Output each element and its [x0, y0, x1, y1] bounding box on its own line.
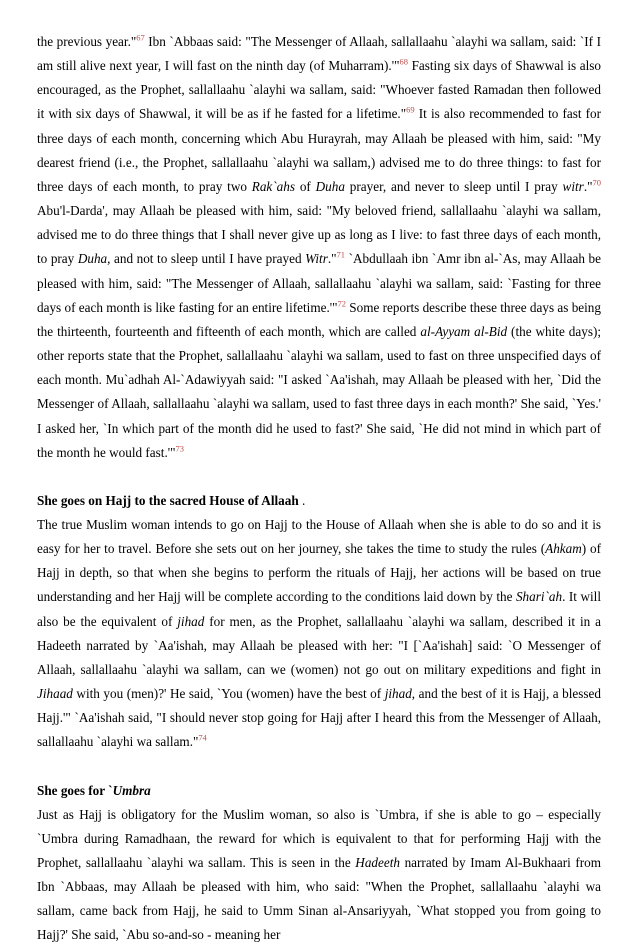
italic-term: Jihaad	[37, 686, 73, 702]
text-run: ."	[583, 178, 593, 194]
italic-term: Witr	[305, 251, 328, 267]
text-run: . It will also be the equivalent of	[37, 589, 601, 629]
text-run: Some reports describe these three days as being the thirteenth, fourteenth and fifteenth of each month, which are called	[37, 299, 601, 339]
italic-term: jihad	[384, 686, 412, 702]
footnote-ref-67[interactable]: 67	[136, 32, 145, 43]
paragraph-umbra	[37, 803, 601, 948]
footnote-ref-72[interactable]: 72	[337, 298, 346, 309]
footnote-ref-74[interactable]: 74	[198, 732, 207, 743]
text-run: for men, as the Prophet, sallallaahu `alayhi wa sallam, described it in a Hadeeth narrated by `Aa'ishah, may Allaah be pleased with her: "I [`Aa'ishah] said: `O Messenger of Allaah, sallallaahu `alayhi wa sallam, can we (women) not go out on military expeditions and fight in	[37, 613, 601, 677]
italic-term: jihad	[177, 613, 205, 629]
italic-term: Rak`ahs	[251, 178, 295, 194]
paragraph-fasting	[37, 30, 601, 465]
text-run: of	[294, 178, 316, 194]
heading-text: She goes on Hajj to the sacred House of Allaah	[37, 492, 299, 508]
footnote-ref-69[interactable]: 69	[406, 105, 415, 116]
text-run: ) of Hajj in depth, so that when she begins to perform the rituals of Hajj, her actions will be based on true understanding and her Hajj will be complete according to the conditions laid down by the	[37, 541, 601, 605]
heading-italic: Umbra	[112, 782, 151, 798]
text-run: (the white days); other reports state that the Prophet, sallallaahu `alayhi wa sallam, used to fast on three unspecified days of each month. Mu`adhah Al-`Adawiyyah said: "I asked `Aa'ishah, may Allaah be pleased with her, `Did the Messenger of Allaah, sallallaahu `alayhi wa sallam, used to fast three days in each month?' She said, `Yes.' I asked her, `In which part of the month did he used to fast?' She said, `He did not mind in which part of the month he would fast.'"	[37, 323, 602, 460]
text-run: Abu'l-Darda', may Allaah be pleased with him, said: "My beloved friend, sallallaahu `alayhi wa sallam, advised me to do three things that I shall never give up as long as I live: to fast three days of each month, to pray	[37, 203, 601, 267]
text-run: , and not to sleep until I have prayed	[107, 251, 306, 267]
heading-text: She goes for `	[37, 782, 113, 798]
text-run: ."	[327, 251, 337, 267]
footnote-ref-73[interactable]: 73	[175, 443, 185, 454]
text-run: Ibn `Abbaas said: "The Messenger of Allaah, sallallaahu `alayhi wa sallam, said: `If I am still alive next year, I will fast on the ninth day (of Muharram).'"	[37, 34, 601, 74]
italic-term: witr	[562, 178, 584, 194]
text-run: The true Muslim woman intends to go on Hajj to the House of Allaah when she is able to do so and it is easy for her to travel. Before she sets out on her journey, she takes the time to study the rules (	[37, 516, 601, 557]
document-page	[37, 30, 601, 948]
text-run: It is also recommended to fast for three days of each month, concerning which Abu Hurayrah, may Allaah be pleased with him, said: "My dearest friend (i.e., the Prophet, sallallaahu `alayhi wa sallam,) advised me to do three things: to fast for three days of each month, to pray two	[37, 106, 602, 194]
italic-term: Shari`ah	[515, 589, 563, 605]
italic-term: Duha	[315, 178, 345, 194]
italic-term: Hadeeth	[355, 855, 400, 870]
italic-term: al-Ayyam al-Bid	[420, 323, 508, 339]
text-run: `Abdullaah ibn `Amr ibn al-`As, may Allaah be pleased with him, said: "The Messenger of Allaah, sallallaahu `alayhi wa sallam, said: `Fasting for three days of each month is like fasting for an entire lifetime.'"	[37, 251, 601, 315]
section-heading-hajj	[37, 489, 601, 513]
footnote-ref-68[interactable]: 68	[399, 56, 408, 67]
text-run: Fasting six days of Shawwal is also encouraged, as the Prophet, sallallaahu `alayhi wa sallam, said: "Whoever fasted Ramadan then followed it with six days of Shawwal, it will be as if he fasted for a lifetime."	[37, 58, 601, 122]
section-heading-umbra	[37, 779, 601, 803]
text-run: narrated by Imam Al-Bukhaari from Ibn `Abbaas, may Allaah be pleased with him, who said: "When the Prophet, sallallaahu `alayhi wa sallam, came back from Hajj, he said to Umm Sinan al-Ansariyyah, `What stopped you from going to Hajj?' She said, `Abu so-and-so - meaning her	[37, 855, 601, 943]
footnote-ref-70[interactable]: 70	[592, 177, 601, 188]
paragraph-hajj	[37, 513, 601, 755]
text-run: the previous year."	[37, 34, 137, 49]
italic-term: Ahkam	[545, 541, 582, 557]
text-run: Just as Hajj is obligatory for the Muslim woman, so also is `Umbra, if she is able to go – especially `Umbra during Ramadhaan, the reward for which is equivalent to that for performing Hajj with the Prophet, sallallaahu `alayhi wa sallam. This is seen in the	[37, 806, 601, 870]
footnote-ref-71[interactable]: 71	[336, 250, 346, 261]
text-run: , and the best of it is Hajj, a blessed Hajj.'" `Aa'ishah said, "I should never stop going for Hajj after I heard this from the Messenger of Allaah, sallallaahu `alayhi wa sallam."	[37, 686, 601, 750]
italic-term: Duha	[77, 251, 108, 267]
text-run: prayer, and never to sleep until I pray	[344, 178, 563, 194]
text-run: with you (men)?' He said, `You (women) have the best of	[72, 686, 385, 702]
heading-trail: .	[298, 492, 306, 508]
